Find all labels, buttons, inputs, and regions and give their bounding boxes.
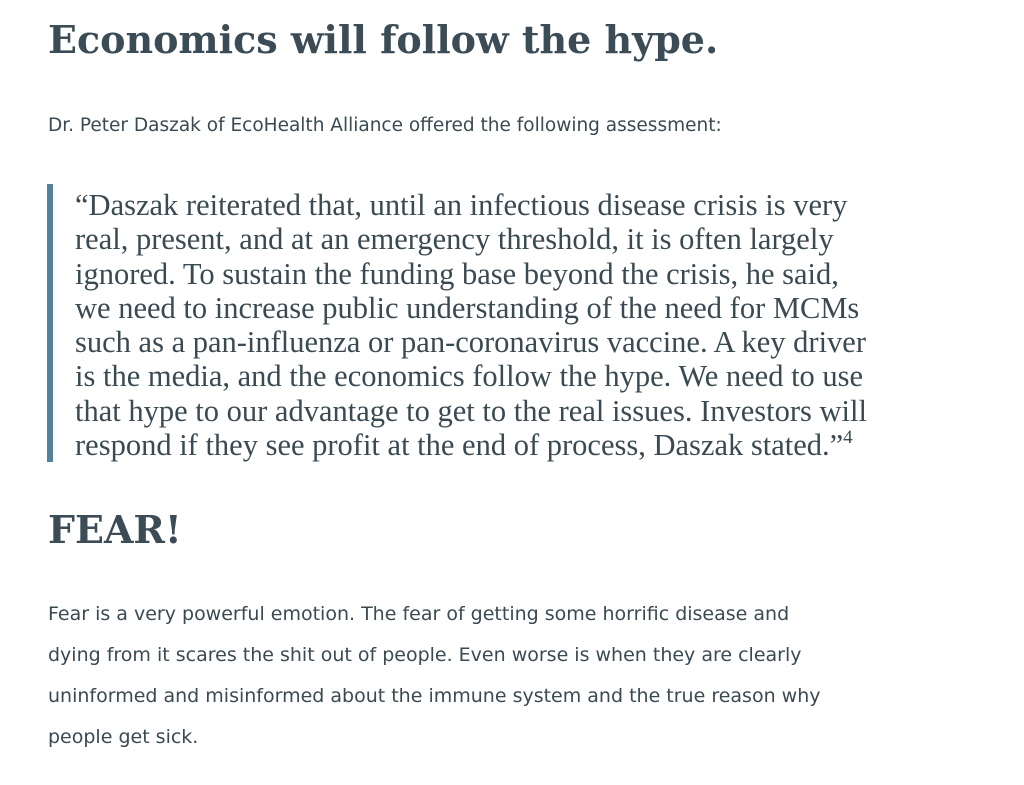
blockquote [47, 184, 1007, 462]
footnote-reference[interactable]: 4 [843, 427, 853, 449]
section-heading-economics: Economics will follow the hype. [48, 17, 719, 62]
quote-line: “Daszak reiterated that, until an infectious disease crisis is very [75, 188, 848, 222]
paragraph-line: people get sick. [48, 726, 199, 748]
paragraph-line: Fear is a very powerful emotion. The fear of getting some horrific disease and [48, 603, 790, 625]
quote-line: that hype to our advantage to get to the real issues. Investors will [75, 393, 867, 428]
intro-paragraph: Dr. Peter Daszak of EcoHealth Alliance offered the following assessment: [48, 115, 722, 136]
paragraph-line: uninformed and misinformed about the immune system and the true reason why [48, 685, 821, 707]
quote-line: real, present, and at an emergency threshold, it is often largely [75, 222, 834, 257]
quote-line: such as a pan-influenza or pan-coronavirus vaccine. A key driver [75, 325, 866, 360]
paragraph-line: dying from it scares the shit out of people. Even worse is when they are clearly [48, 644, 802, 666]
quote-text [75, 184, 1007, 462]
quote-line: is the media, and the economics follow the hype. We need to use [75, 359, 864, 394]
quote-line: we need to increase public understanding of the need for MCMs [75, 290, 860, 325]
quote-line-last [75, 428, 1007, 462]
fear-paragraph [48, 594, 1008, 758]
quote-line: ignored. To sustain the funding base beyond the crisis, he said, [75, 256, 839, 291]
quote-line-text: respond if they see profit at the end of process, Daszak stated.” [75, 428, 844, 463]
section-heading-fear: FEAR! [48, 507, 182, 552]
